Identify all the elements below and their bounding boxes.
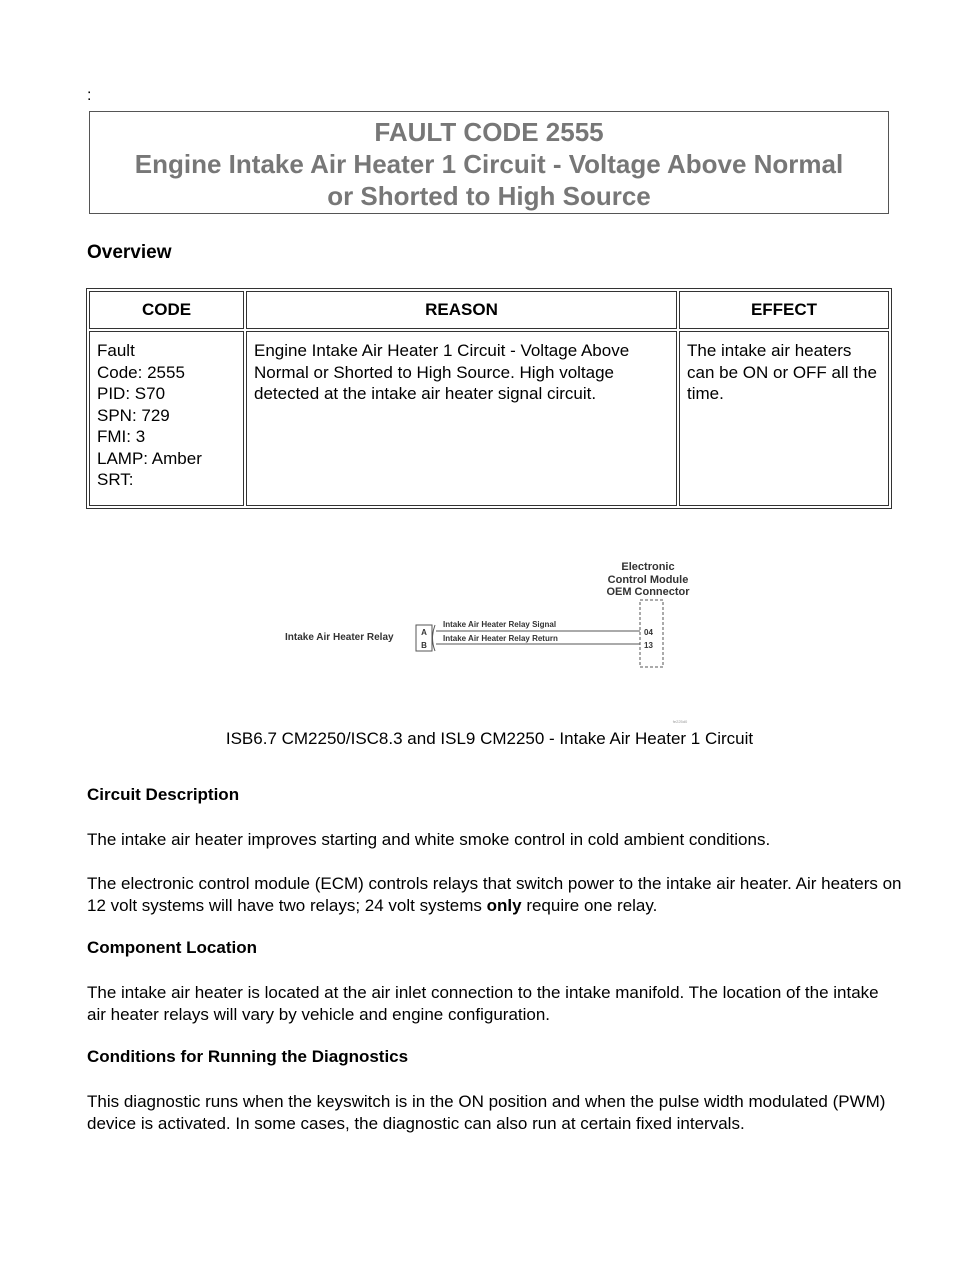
- paragraph-text: The electronic control module (ECM) controls relays that switch power to the intake air heater. Air heaters on 12 volt systems will have two relays; 24 volt systems: [87, 874, 902, 915]
- code-line: FMI: 3: [97, 427, 146, 446]
- circuit-description-paragraph-2: [87, 873, 902, 916]
- ecm-label-line-2: Control Module: [607, 574, 689, 586]
- header-code: CODE: [89, 291, 244, 329]
- fault-description-line-1: Engine Intake Air Heater 1 Circuit - Voltage Above Normal: [134, 149, 844, 179]
- component-location-paragraph: The intake air heater is located at the air inlet connection to the intake manifold. The location of the intake air heater relays will vary by vehicle and engine configuration.: [87, 983, 879, 1024]
- ecm-label-line-1: Electronic: [621, 561, 675, 573]
- table-header-row: [89, 291, 889, 329]
- table-row: [89, 331, 889, 506]
- reason-cell: Engine Intake Air Heater 1 Circuit - Voltage Above Normal or Shorted to High Source. High voltage detected at the intake air heater signal circuit.: [246, 331, 677, 506]
- circuit-description-paragraph-1: The intake air heater improves starting and white smoke control in cold ambient conditions.: [87, 830, 771, 849]
- header-effect: EFFECT: [679, 291, 889, 329]
- fault-description-line-2: or Shorted to High Source: [327, 181, 651, 211]
- ecm-pin-04: 04: [644, 628, 653, 637]
- code-line: LAMP: Amber: [97, 448, 202, 468]
- fault-title-box: [89, 111, 889, 214]
- fault-code-title: FAULT CODE 2555: [374, 117, 604, 147]
- ecm-pin-13: 13: [644, 641, 653, 650]
- ecm-label-line-3: OEM Connector: [606, 586, 690, 598]
- paragraph-text: require one relay.: [521, 895, 658, 915]
- signal-wire-label: Intake Air Heater Relay Signal: [443, 620, 557, 629]
- header-reason: REASON: [246, 291, 677, 329]
- code-line: Fault: [97, 341, 135, 360]
- return-wire-label: Intake Air Heater Relay Return: [443, 634, 558, 643]
- code-line: PID: S70: [97, 384, 166, 403]
- circuit-description-heading: Circuit Description: [87, 785, 240, 804]
- relay-label: Intake Air Heater Relay: [285, 632, 394, 643]
- conditions-heading: Conditions for Running the Diagnostics: [87, 1047, 409, 1066]
- diagram-caption: ISB6.7 CM2250/ISC8.3 and ISL9 CM2250 - Intake Air Heater 1 Circuit: [225, 729, 754, 748]
- wiring-diagram: [280, 555, 710, 725]
- connector-bracket: [433, 625, 436, 651]
- code-line: SRT:: [97, 470, 134, 489]
- conditions-paragraph: This diagnostic runs when the keyswitch is in the ON position and when the pulse width modulated (PWM) device is activated. In some cases, the diagnostic can also run at certain fixed intervals.: [87, 1092, 886, 1133]
- relay-pin-b: B: [421, 641, 427, 650]
- relay-pin-a: A: [421, 628, 427, 637]
- code-line: Code: 2555: [97, 362, 185, 382]
- effect-cell: The intake air heaters can be ON or OFF all the time.: [679, 331, 889, 506]
- fault-overview-table: [86, 288, 892, 509]
- emphasis-only: only: [486, 895, 522, 915]
- code-cell: [89, 331, 244, 506]
- leading-colon: :: [87, 87, 92, 104]
- code-line: SPN: 729: [97, 405, 170, 425]
- component-location-heading: Component Location: [87, 938, 257, 957]
- diagram-image-id: fe225d0: [672, 719, 688, 724]
- overview-heading: Overview: [87, 242, 172, 263]
